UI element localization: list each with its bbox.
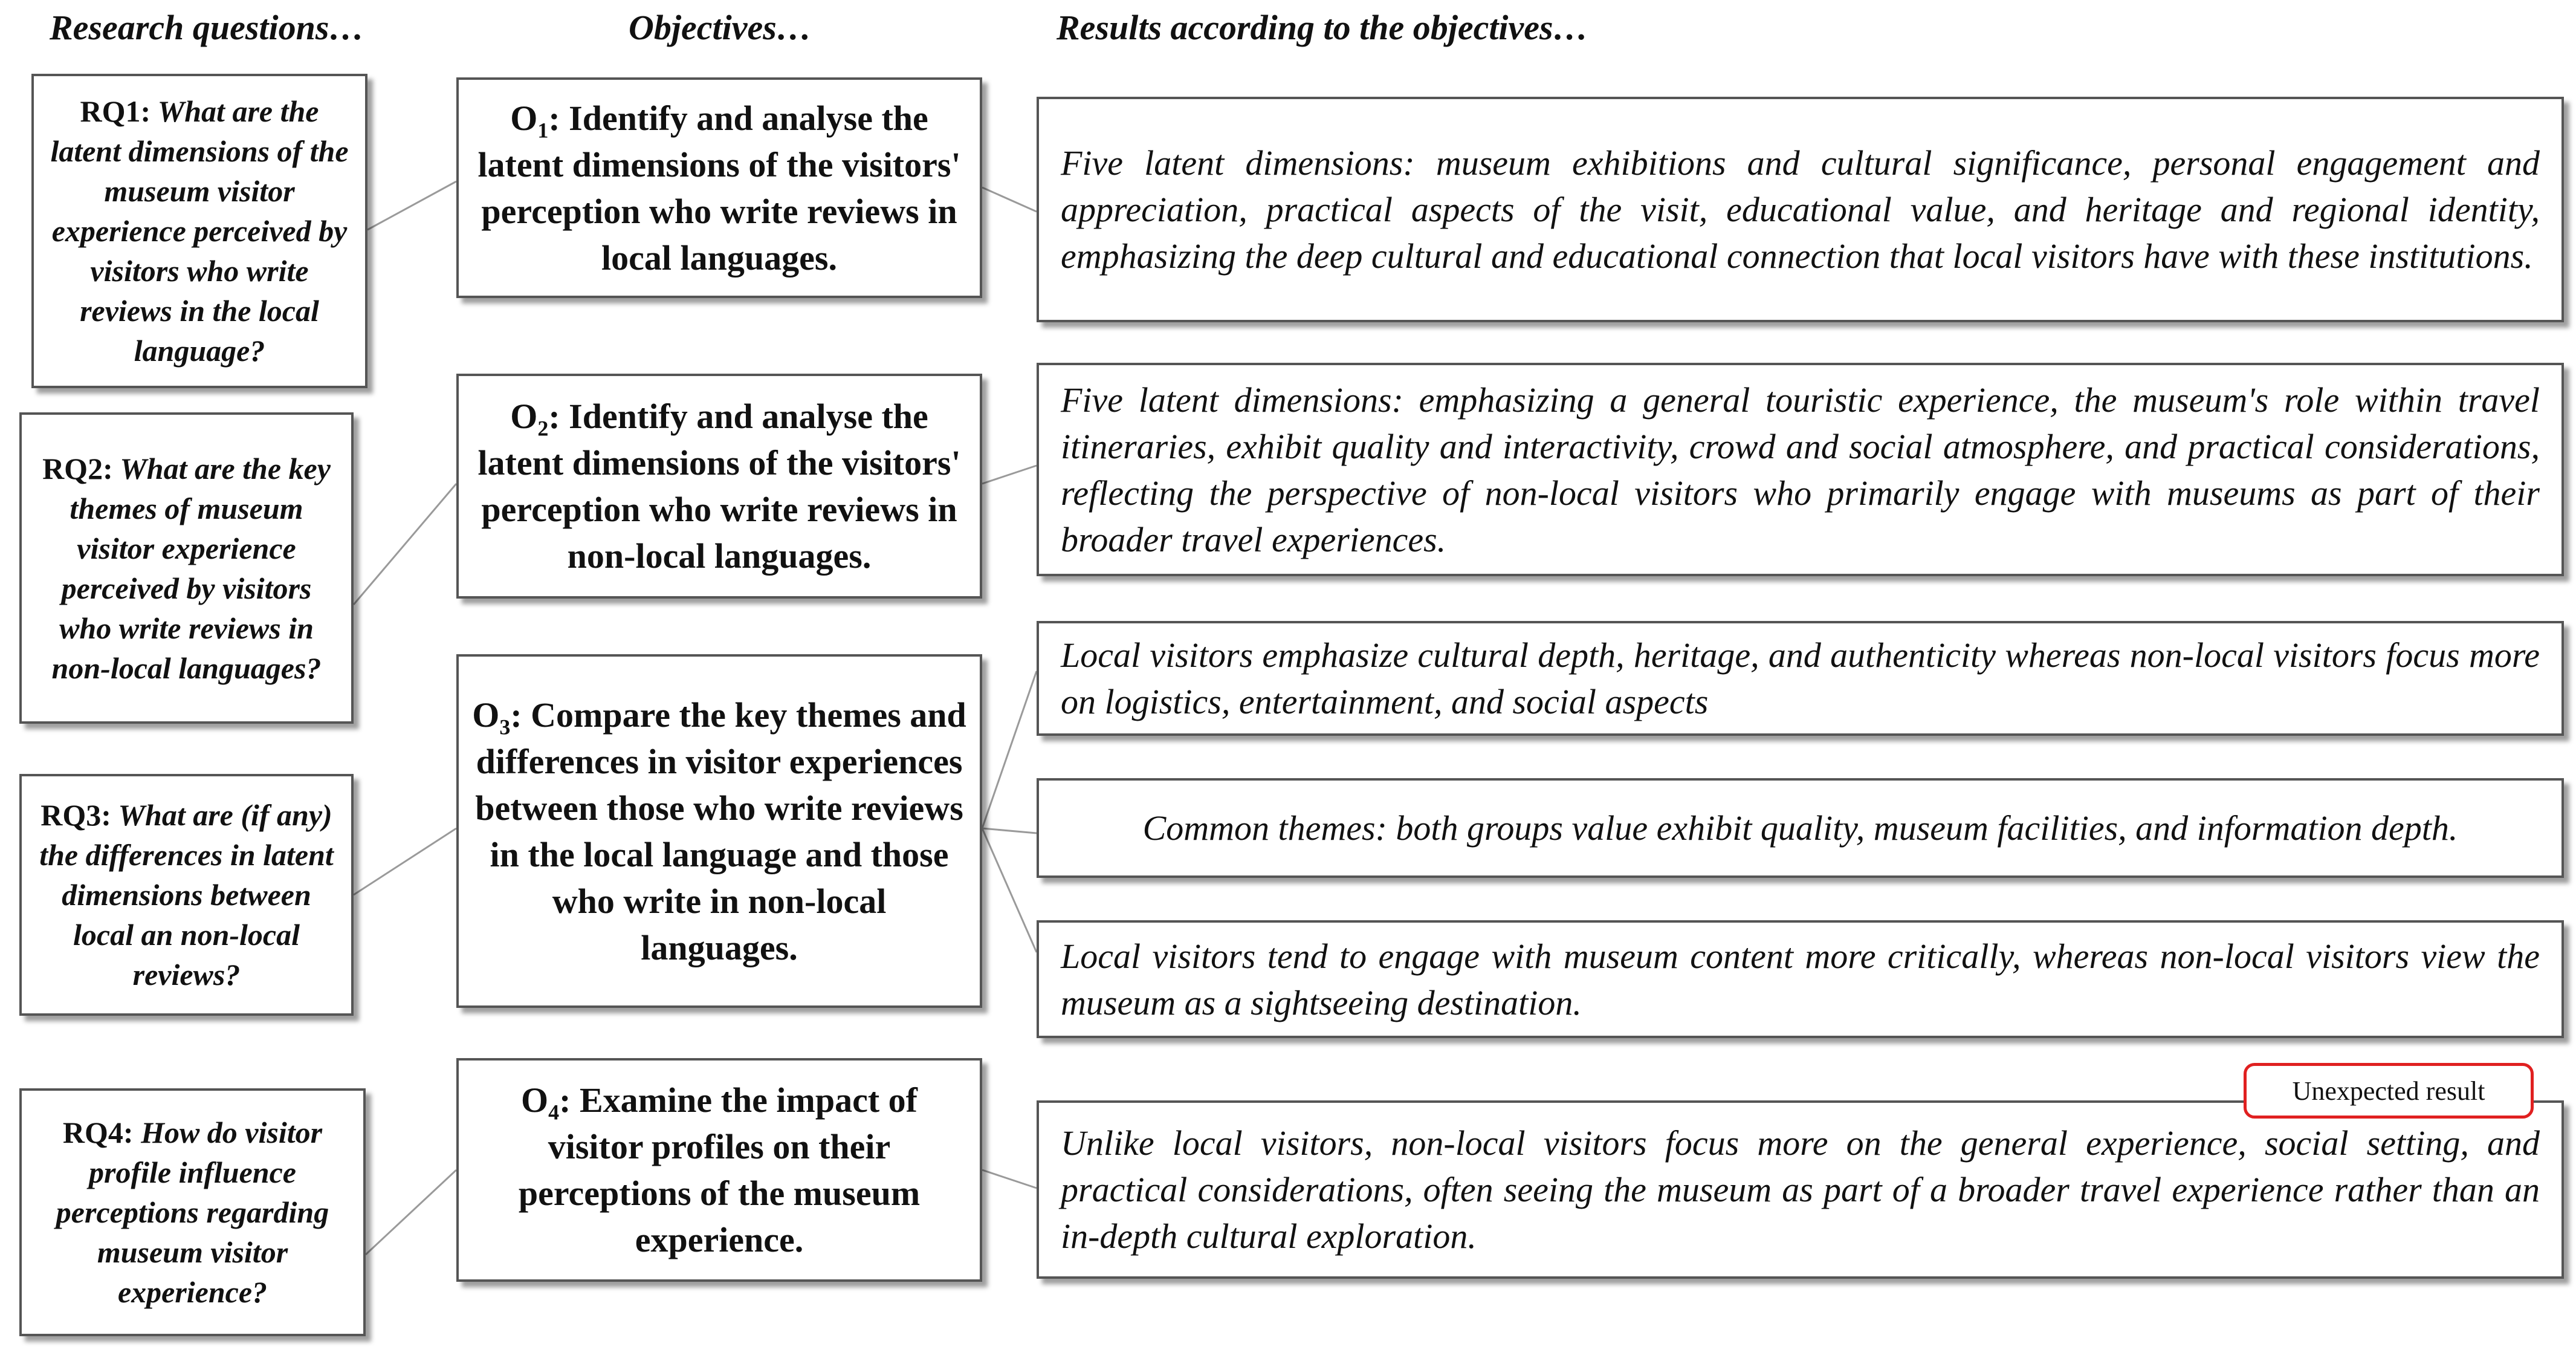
header-research-questions: Research questions…: [50, 8, 364, 47]
objective-4-letter: O: [521, 1080, 549, 1120]
objective-2-subscript: 2: [537, 416, 549, 441]
unexpected-result-badge: Unexpected result: [2244, 1063, 2534, 1119]
result-4-box: [1037, 778, 2564, 878]
connector-o3-res5: [982, 828, 1037, 952]
objective-4-subscript: 4: [548, 1100, 560, 1125]
objective-1-text: : Identify and analyse the latent dimensions of the visitors' perception who write reviews in local languages.: [477, 98, 961, 278]
connector-o3-res3: [982, 671, 1037, 828]
objective-1-letter: O: [510, 98, 538, 138]
result-3-box: [1037, 621, 2564, 736]
connector-o4-res6: [982, 1170, 1037, 1188]
objective-3-letter: O: [472, 695, 500, 735]
result-3-text: Local visitors emphasize cultural depth, heritage, and authenticity whereas non-local visitors focus more on logistics, entertainment, and social aspects: [1061, 635, 2540, 721]
header-objectives: Objectives…: [629, 8, 812, 47]
rq2-text: What are the key themes of museum visitor experience perceived by visitors who write reviews in non-local languages?: [51, 451, 331, 685]
objective-4-text: : Examine the impact of visitor profiles on their perceptions of the museum experience.: [518, 1080, 921, 1259]
rq2-box: [19, 412, 354, 724]
connector-rq3-o3: [354, 828, 456, 895]
rq4-label: RQ4:: [62, 1116, 134, 1149]
rq1-text: What are the latent dimensions of the museum visitor experience perceived by visitors who write reviews in the local language?: [50, 94, 349, 368]
connector-rq4-o4: [366, 1170, 456, 1255]
connector-o2-res2: [982, 466, 1037, 484]
rq3-box: [19, 774, 354, 1016]
header-results: Results according to the objectives…: [1057, 8, 1588, 47]
result-2-text: Five latent dimensions: emphasizing a general touristic experience, the museum's role within travel itineraries, exhibit quality and interactivity, crowd and social atmosphere, and practical considerations, reflecting the perspective of non-local visitors who primarily engage with museums as part of their broader travel experiences.: [1061, 380, 2540, 559]
rq3-label: RQ3:: [40, 798, 111, 832]
objective-2-box: [456, 374, 982, 599]
result-2-box: [1037, 363, 2564, 576]
rq4-box: [19, 1088, 366, 1336]
result-5-text: Local visitors tend to engage with museum content more critically, whereas non-local visitors view the museum as a sightseeing destination.: [1061, 936, 2540, 1022]
objective-3-text: : Compare the key themes and differences in visitor experiences between those who write reviews in the local language and those who write in non-local languages.: [475, 695, 966, 967]
rq4-text: How do visitor profile influence perceptions regarding museum visitor experience?: [56, 1116, 329, 1309]
result-5-box: [1037, 920, 2564, 1038]
rq1-label: RQ1:: [80, 94, 151, 128]
result-1-box: [1037, 97, 2564, 322]
connector-o1-res1: [982, 187, 1037, 212]
objective-2-text: : Identify and analyse the latent dimensions of the visitors' perception who write reviews in non-local languages.: [477, 397, 961, 576]
result-4-text: Common themes: both groups value exhibit quality, museum facilities, and information depth.: [1142, 808, 2458, 848]
rq2-label: RQ2:: [42, 451, 113, 486]
result-1-text: Five latent dimensions: museum exhibitions and cultural significance, personal engagement and appreciation, practical aspects of the visit, educational value, and heritage and regional identity, emphasizing the deep cultural and educational connection that local visitors have with these institutions.: [1061, 143, 2540, 276]
objective-1-box: [456, 77, 982, 298]
connector-o3-res4: [982, 828, 1037, 833]
objective-2-letter: O: [510, 397, 538, 436]
objective-3-box: [456, 654, 982, 1008]
connector-rq2-o2: [354, 484, 456, 605]
objective-1-subscript: 1: [537, 118, 549, 143]
result-6-box: [1037, 1100, 2564, 1279]
objective-4-box: [456, 1058, 982, 1282]
rq1-box: [31, 74, 367, 388]
objective-3-subscript: 3: [499, 715, 511, 739]
rq3-text: What are (if any) the differences in latent dimensions between local an non-local reviews?: [39, 798, 334, 992]
result-6-text: Unlike local visitors, non-local visitors focus more on the general experience, social setting, and practical considerations, often seeing the museum as part of a broader travel experience rather than an in-depth cultural exploration.: [1061, 1123, 2540, 1256]
connector-rq1-o1: [367, 181, 456, 230]
